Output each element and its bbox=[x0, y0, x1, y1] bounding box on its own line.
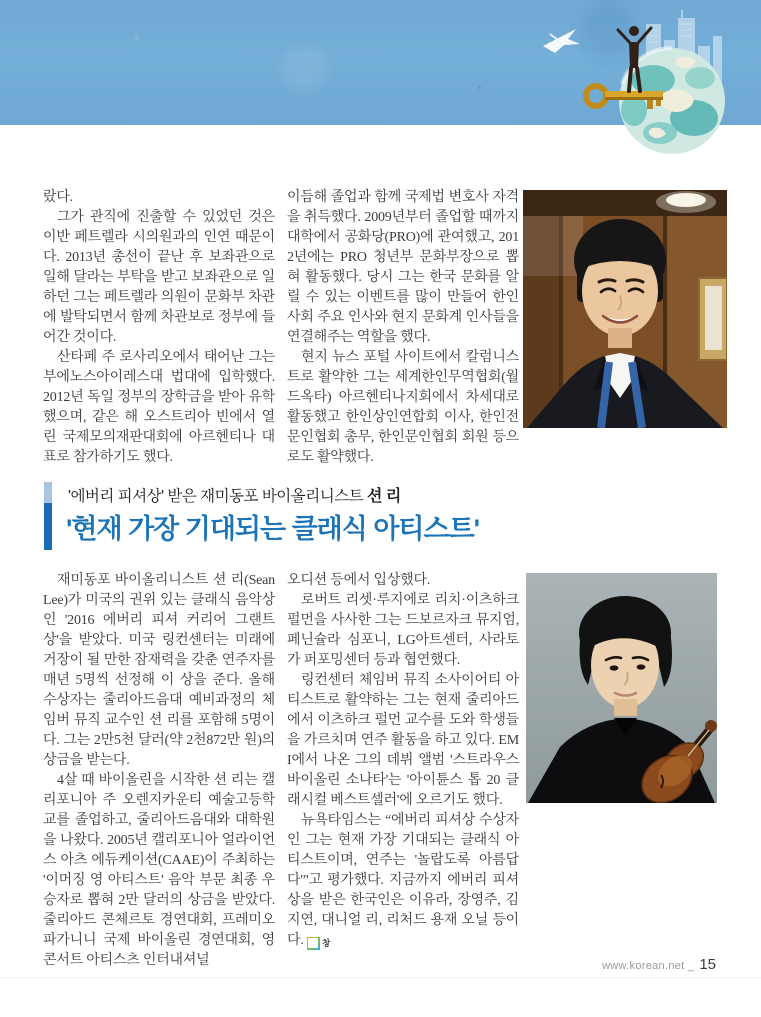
article1-column1 bbox=[43, 188, 275, 468]
article2-column1 bbox=[43, 571, 275, 971]
site-url: www.korean.net _ bbox=[602, 960, 695, 972]
paragraph: 뉴욕타임스는 “에버리 피셔상 수상자인 그는 현재 가장 기대되는 클래식 아티스트이며, 연주는 '놀랍도록 아름답다'”고 평가했다. 지금까지 에버리 피셔상을 받은 한국인은 이유라, 장영주, 김지연, 대니얼 리, 리처드 용재 오닐 등이다. 창 bbox=[287, 813, 519, 948]
portrait2-image bbox=[526, 573, 717, 803]
accent-bar-light bbox=[44, 482, 52, 503]
end-mark-icon: 창 bbox=[307, 937, 320, 950]
header-illustration bbox=[510, 0, 761, 165]
page-number: 15 bbox=[699, 956, 716, 973]
portrait-photo-man-in-suit bbox=[523, 190, 727, 428]
article-eyebrow: '에버리 피셔상' 받은 재미동포 바이올리니스트 션 리 bbox=[68, 488, 401, 505]
paragraph: 산타페 주 로사리오에서 태어난 그는 부에노스아이레스대 법대에 입학했다. 2012년 독일 정부의 장학금을 받아 유학했으며, 같은 해 오스트리아 빈에서 열린 국제모의재판대회에 아르헨티나 대표로 참가하기도 했다. bbox=[43, 350, 275, 465]
portrait-photo-violinist bbox=[526, 573, 717, 803]
paragraph: 오디션 등에서 입상했다. bbox=[287, 573, 431, 588]
paragraph: 그가 관직에 진출할 수 있었던 것은 이반 페트렐라 시의원과의 인연 때문이다. 2013년 총선이 끝난 후 보좌관으로 일해 달라는 부탁을 받고 보좌관으로 일하던 그는 페트렐라 의원이 문화부 차관에 발탁되면서 함께 차관보로 정부에 들어간 것이다. bbox=[43, 210, 275, 345]
article1-column2 bbox=[287, 188, 519, 468]
paragraph: 링컨센터 체임버 뮤직 소사이어티 아티스트로 활약하는 그는 현재 줄리아드에서 이츠하크 펄먼 교수를 도와 학생들을 가르치며 연주 활동을 하고 있다. EMI에서 나온 그의 데뷔 앨범 '스트라우스 바이올린 소나타'는 '아이튠스 톱 20 클래시컬 베스트셀러'에 오르기도 했다. bbox=[287, 673, 519, 808]
subject-name: 션 리 bbox=[366, 488, 401, 505]
paragraph: 랐다. bbox=[43, 190, 73, 205]
paragraph: 현지 뉴스 포털 사이트에서 칼럼니스트로 활약한 그는 세계한인무역협회(월드옥타) 아르헨티나지회에서 차세대로 활동했고 한인상인연합회 이사, 한인전문인협회 총무, 한인문인협회 회원 등으로도 활약했다. bbox=[287, 350, 519, 465]
footer-rule bbox=[0, 977, 761, 978]
airplane-icon bbox=[543, 29, 580, 53]
article2-column2 bbox=[287, 571, 519, 951]
paragraph: 재미동포 바이올리니스트 션 리(Sean Lee)가 미국의 권위 있는 클래식 음악상인 '2016 에버리 피셔 커리어 그랜트상'을 받았다. 미국 링컨센터는 미래에 거장이 될 만한 잠재력을 갖춘 연주자를 매년 5명씩 선정해 이 상을 준다. 올해 수상자는 줄리아드음대 예비과정의 체임버 뮤직 교수인 션 리를 포함해 5명이다. 그는 2만5천 달러(약 2천872만 원)의 상금을 받는다. bbox=[43, 573, 275, 768]
page-footer bbox=[602, 956, 716, 973]
accent-bar-dark bbox=[44, 503, 52, 550]
portrait1-image bbox=[523, 190, 727, 428]
paragraph: 4살 때 바이올린을 시작한 션 리는 캘리포니아 주 오렌지카운티 예술고등학교를 졸업하고, 줄리아드음대와 대학원을 나왔다. 2005년 캘리포니아 얼라이언스 아츠 에듀케이션(CAAE)이 주최하는 '이머징 영 아티스트' 음악 부문 최종 우승자로 뽑혀 2만 달러의 상금을 받았다. 줄리아드 콘체르토 경연대회, 프레미오 파가니니 국제 바이올린 경연대회, 영 콘서트 아티스츠 인터내셔널 bbox=[43, 773, 275, 968]
paragraph: 이듬해 졸업과 함께 국제법 변호사 자격을 취득했다. 2009년부터 졸업할 때까지 대학에서 공화당(PRO)에 관여했고, 2012년에는 PRO 청년부 문화부장으로 뽑혀 활동했다. 당시 그는 한국 문화를 알릴 수 있는 이벤트를 많이 만들어 한인사회 주요 인사와 현지 문화계 인사들을 연결해주는 역할을 했다. bbox=[287, 190, 519, 345]
paragraph: 로버트 리셋·루지에로 리치·이츠하크 펄먼을 사사한 그는 드보르자크 뮤지엄, 페닌슐라 심포니, LG아트센터, 사라토가 퍼포밍센터 등과 협연했다. bbox=[287, 593, 519, 668]
article-headline: '현재 가장 기대되는 클래식 아티스트' bbox=[66, 514, 480, 544]
